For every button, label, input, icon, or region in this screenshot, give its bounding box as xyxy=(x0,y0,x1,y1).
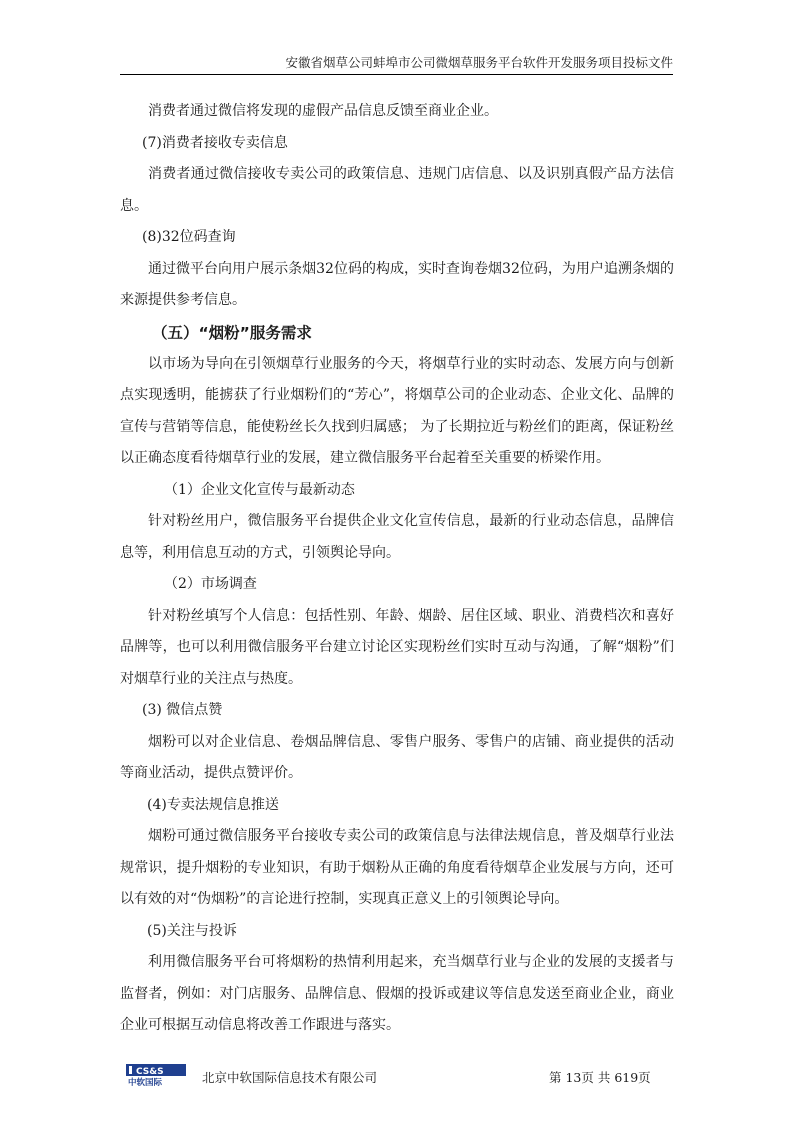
paragraph: 利用微信服务平台可将烟粉的热情利用起来，充当烟草行业与企业的发展的支援者与监督者，例如：对门店服务、品牌信息、假烟的投诉或建议等信息发送至商业企业，商业企业可根据互动信息将改善工作跟进与落实。 xyxy=(120,954,674,1033)
list-item-heading: （1）企业文化宣传与最新动态 xyxy=(164,481,355,498)
section-heading: （五）“烟粉”服务需求 xyxy=(152,323,312,342)
company-name: 北京中软国际信息技术有限公司 xyxy=(202,1070,378,1085)
page-number: 第 13页 共 619页 xyxy=(549,1070,651,1085)
paragraph: 针对粉丝填写个人信息：包括性别、年龄、烟龄、居住区域、职业、消费档次和喜好品牌等，也可以利用微信服务平台建立讨论区实现粉丝们实时互动与沟通，了解“烟粉”们对烟草行业的关注点与热度。 xyxy=(120,607,674,687)
paragraph: 通过微平台向用户展示条烟32位码的构成，实时查询卷烟32位码，为用户追溯条烟的来源提供参考信息。 xyxy=(120,260,674,308)
paragraph: 针对粉丝用户，微信服务平台提供企业文化宣传信息，最新的行业动态信息，品牌信息等，利用信息互动的方式，引领舆论导向。 xyxy=(120,513,674,561)
svg-text:中软国际: 中软国际 xyxy=(128,1078,163,1086)
header-rule xyxy=(120,74,673,75)
svg-text:CS&S: CS&S xyxy=(136,1067,164,1077)
list-item-heading: (7)消费者接收专卖信息 xyxy=(142,134,288,151)
paragraph: 以市场为导向在引领烟草行业服务的今天，将烟草行业的实时动态、发展方向与创新点实现透明，能掳获了行业烟粉们的“芳心”，将烟草公司的企业动态、企业文化、品牌的宣传与营销等信息，能使粉丝长久找到归属感； 为了长期拉近与粉丝们的距离，保证粉丝以正确态度看待烟草行业的发展，建立微信服务平台起着至关重要的桥梁作用。 xyxy=(120,355,674,466)
list-item-heading: (3) 微信点赞 xyxy=(142,702,223,718)
paragraph: 消费者通过微信接收专卖公司的政策信息、违规门店信息、以及识别真假产品方法信息。 xyxy=(120,166,674,214)
list-item-heading: （2）市场调查 xyxy=(164,576,257,592)
company-logo-icon xyxy=(126,1064,186,1086)
paragraph: 烟粉可以对企业信息、卷烟品牌信息、零售户服务、零售户的店铺、商业提供的活动等商业活动，提供点赞评价。 xyxy=(120,733,674,781)
list-item-heading: (4)专卖法规信息推送 xyxy=(147,796,279,813)
document-body xyxy=(120,96,674,1042)
page-footer xyxy=(0,1062,793,1090)
list-item-heading: (8)32位码查询 xyxy=(142,229,236,245)
paragraph: 消费者通过微信将发现的虚假产品信息反馈至商业企业。 xyxy=(148,103,498,119)
paragraph: 烟粉可通过微信服务平台接收专卖公司的政策信息与法律法规信息，普及烟草行业法规常识，提升烟粉的专业知识，有助于烟粉从正确的角度看待烟草企业发展与方向，还可以有效的对“伪烟粉”的言论进行控制，实现真正意义上的引领舆论导向。 xyxy=(120,828,674,907)
list-item-heading: (5)关注与投诉 xyxy=(147,922,237,939)
page-header: 安徽省烟草公司蚌埠市公司微烟草服务平台软件开发服务项目投标文件 xyxy=(285,55,673,70)
